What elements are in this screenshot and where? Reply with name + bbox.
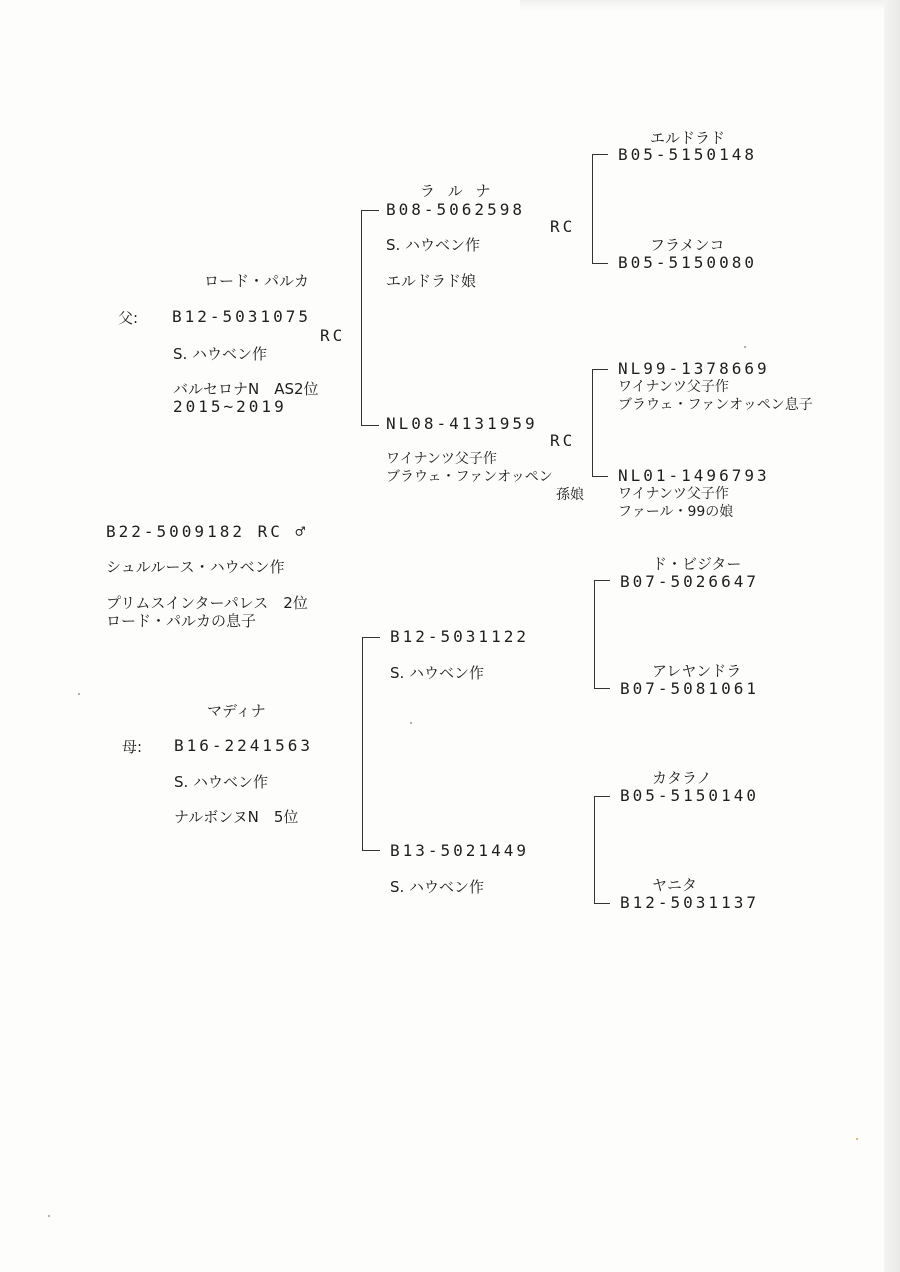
subject-note-2: ロード・パルカの息子 bbox=[106, 612, 257, 630]
scan-speck bbox=[856, 1138, 858, 1140]
scan-speck bbox=[744, 346, 746, 348]
sire-bracket-top bbox=[361, 210, 379, 211]
dam-name: マディナ bbox=[207, 702, 266, 720]
sire-note-1: バルセロナN AS2位 bbox=[173, 380, 319, 398]
scan-speck bbox=[78, 693, 80, 695]
gg6-ring: B07-5081061 bbox=[620, 679, 759, 698]
sire-breeder: S. ハウベン作 bbox=[173, 345, 268, 363]
ss-sire-ring: NL08-4131959 bbox=[386, 414, 538, 433]
dam-bracket-bottom bbox=[362, 850, 380, 851]
dd-dam-bracket-top bbox=[594, 796, 610, 797]
dam-ring: B16-2241563 bbox=[174, 736, 313, 755]
dd-dam-bracket-vertical bbox=[594, 796, 595, 904]
scan-speck bbox=[410, 722, 412, 724]
gg2-name: フラメンコ bbox=[650, 236, 725, 254]
gg1-ring: B05-5150148 bbox=[618, 145, 757, 164]
paper-edge-shadow bbox=[884, 0, 900, 1272]
gg4-ring: NL01-1496793 bbox=[618, 466, 770, 485]
dam-bracket-top bbox=[362, 637, 380, 638]
sire-note-2: 2015~2019 bbox=[173, 397, 287, 416]
gg8-ring: B12-5031137 bbox=[620, 893, 759, 912]
ss-sire-bracket-top bbox=[592, 369, 608, 370]
gg3-breeder: ワイナンツ父子作 bbox=[618, 379, 729, 395]
gg7-ring: B05-5150140 bbox=[620, 786, 759, 805]
ds-sire-breeder: S. ハウベン作 bbox=[390, 664, 485, 682]
gg5-ring: B07-5026647 bbox=[620, 572, 759, 591]
ss-dam-note: エルドラド娘 bbox=[386, 272, 477, 290]
ds-sire-bracket-bottom bbox=[594, 688, 610, 689]
ss-dam-bracket-bottom bbox=[592, 263, 608, 264]
ss-sire-breeder: ワイナンツ父子作 bbox=[386, 451, 497, 467]
subject-note-1: プリムスインターパレス 2位 bbox=[106, 594, 308, 612]
dam-bracket-vertical bbox=[362, 637, 363, 851]
paper-edge-shadow-top bbox=[520, 0, 884, 10]
ss-sire-bracket-bottom bbox=[592, 476, 608, 477]
ss-dam-bracket-vertical bbox=[592, 154, 593, 264]
sire-prefix: 父: bbox=[118, 309, 139, 327]
ss-sire-note-2: 孫娘 bbox=[556, 487, 584, 503]
dam-note: ナルボンヌN 5位 bbox=[174, 808, 299, 826]
ss-sire-bracket-vertical bbox=[592, 369, 593, 477]
gg5-name: ド・ビジター bbox=[652, 555, 742, 573]
ds-sire-ring: B12-5031122 bbox=[390, 627, 529, 646]
gg4-breeder: ワイナンツ父子作 bbox=[618, 486, 729, 502]
sire-bracket-bottom bbox=[361, 425, 379, 426]
gg3-note: ブラウェ・ファンオッペン息子 bbox=[618, 397, 813, 413]
ds-sire-bracket-top bbox=[594, 580, 610, 581]
ss-dam-ring: B08-5062598 bbox=[386, 200, 525, 219]
ss-dam-bracket-top bbox=[592, 154, 608, 155]
gg1-name: エルドラド bbox=[650, 129, 726, 147]
ds-sire-bracket-vertical bbox=[594, 580, 595, 689]
sire-rc: RC bbox=[320, 326, 346, 345]
subject-ring: B22-5009182 RC ♂ bbox=[106, 522, 309, 541]
dd-dam-bracket-bottom bbox=[594, 903, 610, 904]
dd-dam-ring: B13-5021449 bbox=[390, 841, 529, 860]
ss-sire-rc: RC bbox=[550, 431, 576, 450]
dd-dam-breeder: S. ハウベン作 bbox=[390, 878, 485, 896]
subject-breeder: シュルルース・ハウベン作 bbox=[106, 558, 285, 576]
dam-breeder: S. ハウベン作 bbox=[174, 773, 269, 791]
ss-dam-breeder: S. ハウベン作 bbox=[386, 236, 481, 254]
sire-bracket-vertical bbox=[361, 210, 362, 426]
gg8-name: ヤニタ bbox=[652, 876, 698, 894]
dam-prefix: 母: bbox=[122, 738, 143, 756]
gg3-ring: NL99-1378669 bbox=[618, 359, 770, 378]
sire-name: ロード・パルカ bbox=[204, 272, 310, 290]
gg2-ring: B05-5150080 bbox=[618, 253, 757, 272]
ss-sire-note-1: ブラウェ・ファンオッペン bbox=[386, 469, 553, 485]
scan-speck bbox=[48, 1215, 50, 1217]
gg7-name: カタラノ bbox=[652, 769, 712, 787]
sire-ring: B12-5031075 bbox=[172, 307, 311, 326]
gg6-name: アレヤンドラ bbox=[652, 662, 742, 680]
ss-dam-name: ラ ル ナ bbox=[420, 182, 495, 200]
gg4-note: ファール・99の娘 bbox=[618, 504, 734, 520]
ss-dam-rc: RC bbox=[550, 217, 576, 236]
